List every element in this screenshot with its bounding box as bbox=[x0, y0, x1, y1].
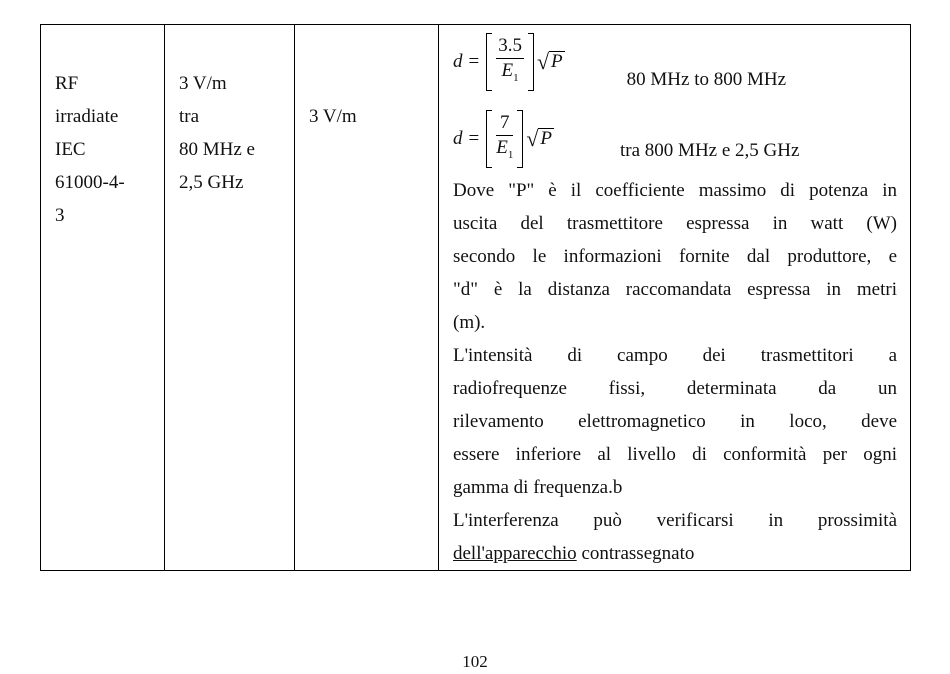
compliance-level-text: 3 V/m bbox=[309, 106, 357, 127]
formula-bracket bbox=[486, 33, 534, 91]
text-line: "d" è la distanza raccomandata espressa in metri bbox=[453, 278, 897, 300]
phenomenon-line: 61000-4- bbox=[55, 172, 125, 193]
formula-lhs: d bbox=[453, 51, 463, 73]
emc-table bbox=[40, 24, 911, 571]
underlined-text: dell'apparecchio bbox=[453, 542, 577, 564]
test-level-cell bbox=[165, 25, 295, 571]
frequency-range-2: tra 800 MHz e 2,5 GHz bbox=[620, 140, 800, 161]
text-line: radiofrequenze fissi, determinata da un bbox=[453, 377, 897, 399]
frequency-range-1: 80 MHz to 800 MHz bbox=[626, 69, 787, 90]
text-line: secondo le informazioni fornite dal produttore, e bbox=[453, 245, 897, 267]
text-line: essere inferiore al livello di conformità per ogni bbox=[453, 443, 897, 465]
formula-radicand: P bbox=[540, 128, 553, 150]
formula-bracket bbox=[486, 110, 523, 168]
text-line bbox=[453, 537, 897, 570]
phenomenon-line: 3 bbox=[55, 205, 65, 226]
sqrt-symbol: √ P bbox=[526, 125, 553, 151]
phenomenon-line: RF bbox=[55, 73, 79, 94]
text-fragment: contrassegnato bbox=[576, 542, 695, 564]
test-level-line: 2,5 GHz bbox=[179, 172, 244, 193]
text-line: (m). bbox=[453, 311, 486, 333]
formula-equals: = bbox=[468, 51, 480, 73]
distance-formula-2 bbox=[453, 110, 554, 168]
guidance-cell bbox=[439, 25, 911, 571]
test-level-line: 80 MHz e bbox=[179, 139, 255, 160]
test-level-line: 3 V/m bbox=[179, 73, 227, 94]
paragraph-interference bbox=[453, 504, 897, 570]
phenomenon-cell bbox=[41, 25, 165, 571]
formula-numerator: 7 bbox=[500, 112, 510, 133]
paragraph-field-strength bbox=[453, 339, 897, 504]
formula-line-2 bbox=[453, 110, 897, 168]
formula-equals: = bbox=[468, 128, 480, 150]
test-level-line: tra bbox=[179, 106, 200, 127]
phenomenon-line: irradiate bbox=[55, 106, 119, 127]
formula-lhs: d bbox=[453, 128, 463, 150]
formula-numerator: 3.5 bbox=[498, 35, 522, 56]
distance-formula-1 bbox=[453, 33, 565, 91]
text-line: uscita del trasmettitore espressa in watt (W) bbox=[453, 212, 897, 234]
formula-line-1 bbox=[453, 33, 897, 96]
text-line: rilevamento elettromagnetico in loco, deve bbox=[453, 410, 897, 432]
phenomenon-line: IEC bbox=[55, 139, 86, 160]
page-number: 102 bbox=[462, 652, 488, 671]
text-line: gamma di frequenza.b bbox=[453, 476, 623, 498]
formula-denominator: $E_1$ bbox=[496, 137, 514, 161]
text-line: L'intensità di campo dei trasmettitori a bbox=[453, 344, 897, 366]
sqrt-symbol: √ P bbox=[536, 48, 563, 74]
compliance-level-cell bbox=[295, 25, 439, 571]
paragraph-power-definition bbox=[453, 174, 897, 339]
text-line: L'interferenza può verificarsi in prossimità bbox=[453, 509, 897, 531]
formula-radicand: P bbox=[551, 51, 563, 73]
table-row bbox=[41, 25, 911, 571]
formula-denominator: $E_1$ bbox=[501, 60, 519, 84]
text-line: Dove "P" è il coefficiente massimo di potenza in bbox=[453, 179, 897, 201]
